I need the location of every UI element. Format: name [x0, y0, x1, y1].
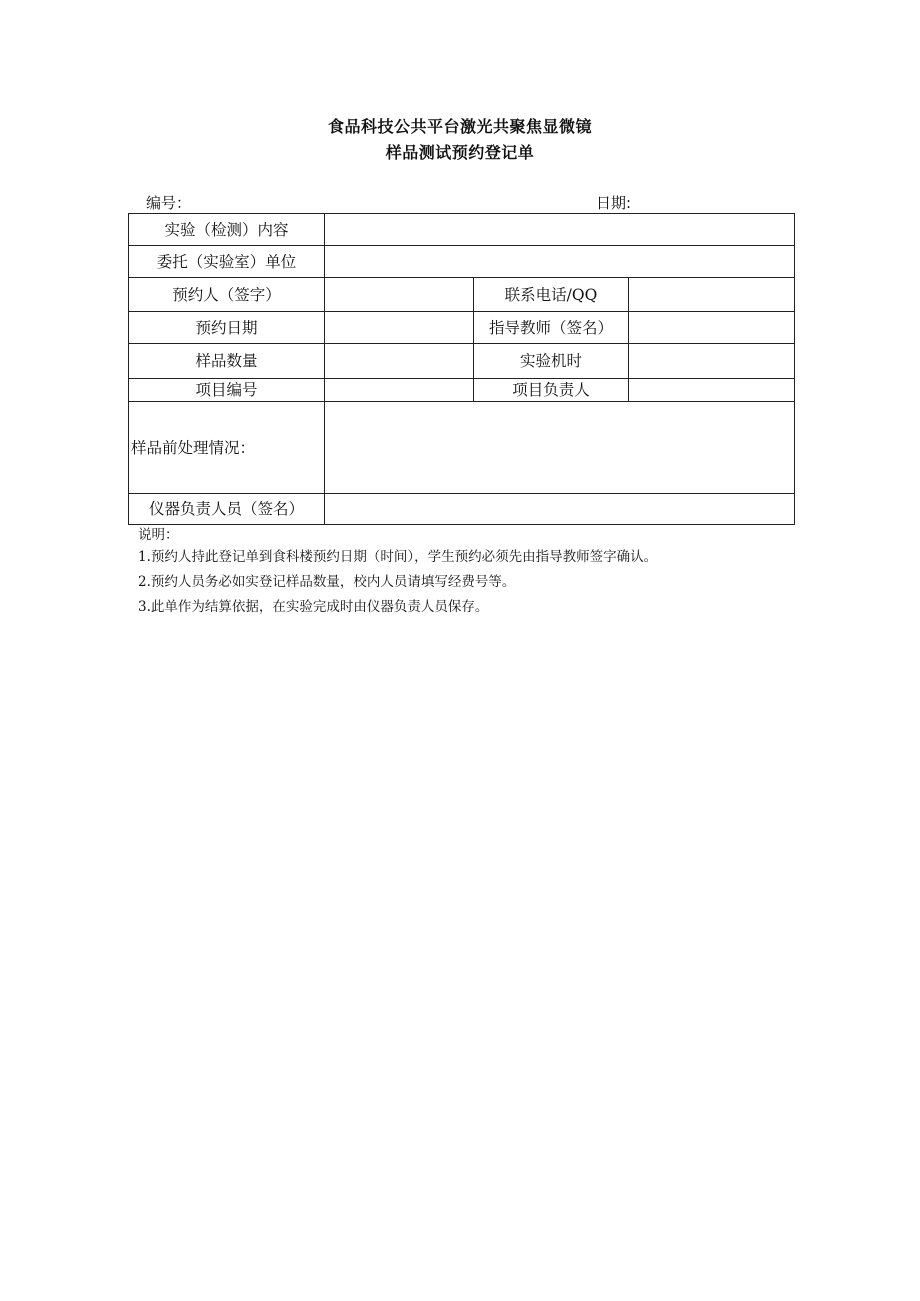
project-leader-label: 项目负责人 — [474, 379, 629, 402]
table-row — [129, 246, 795, 278]
table-row — [129, 278, 795, 312]
pretreatment-label: 样品前处理情况： — [129, 402, 325, 494]
table-row — [129, 214, 795, 246]
commissioning-unit-field[interactable] — [325, 246, 795, 278]
contact-field[interactable] — [629, 278, 795, 312]
table-row — [129, 312, 795, 344]
pretreatment-field[interactable] — [325, 402, 795, 494]
applicant-sign-field[interactable] — [325, 278, 474, 312]
notes-section — [138, 525, 657, 620]
machine-hours-field[interactable] — [629, 344, 795, 379]
project-number-field[interactable] — [325, 379, 474, 402]
date-label: 日期: — [596, 194, 632, 212]
table-row — [129, 379, 795, 402]
applicant-sign-label: 预约人（签字） — [129, 278, 325, 312]
document-subtitle: 样品测试预约登记单 — [385, 143, 535, 162]
serial-number-label: 编号： — [146, 194, 192, 212]
supervisor-sign-field[interactable] — [629, 312, 795, 344]
appointment-date-field[interactable] — [325, 312, 474, 344]
sample-count-label: 样品数量 — [129, 344, 325, 379]
experiment-content-field[interactable] — [325, 214, 795, 246]
sample-count-field[interactable] — [325, 344, 474, 379]
table-row — [129, 494, 795, 525]
registration-form-table — [128, 213, 795, 525]
machine-hours-label: 实验机时 — [474, 344, 629, 379]
contact-label: 联系电话/QQ — [474, 278, 629, 312]
document-title: 食品科技公共平台激光共聚焦显微镜 — [327, 117, 592, 136]
project-leader-field[interactable] — [629, 379, 795, 402]
instrument-staff-sign-label: 仪器负责人员（签名） — [129, 494, 325, 525]
project-number-label: 项目编号 — [129, 379, 325, 402]
experiment-content-label: 实验（检测）内容 — [129, 214, 325, 246]
commissioning-unit-label: 委托（实验室）单位 — [129, 246, 325, 278]
table-row — [129, 344, 795, 379]
note-item-1: 1.预约人持此登记单到食科楼预约日期（时间），学生预约必须先由指导教师签字确认。 — [138, 549, 658, 565]
table-row — [129, 402, 795, 494]
appointment-date-label: 预约日期 — [129, 312, 325, 344]
instrument-staff-sign-field[interactable] — [325, 494, 795, 525]
note-item-3: 3.此单作为结算依据，在实验完成时由仪器负责人员保存。 — [138, 599, 489, 615]
supervisor-sign-label: 指导教师（签名） — [474, 312, 629, 344]
notes-heading: 说明： — [138, 527, 179, 543]
note-item-2: 2.预约人员务必如实登记样品数量，校内人员请填写经费号等。 — [138, 574, 516, 590]
